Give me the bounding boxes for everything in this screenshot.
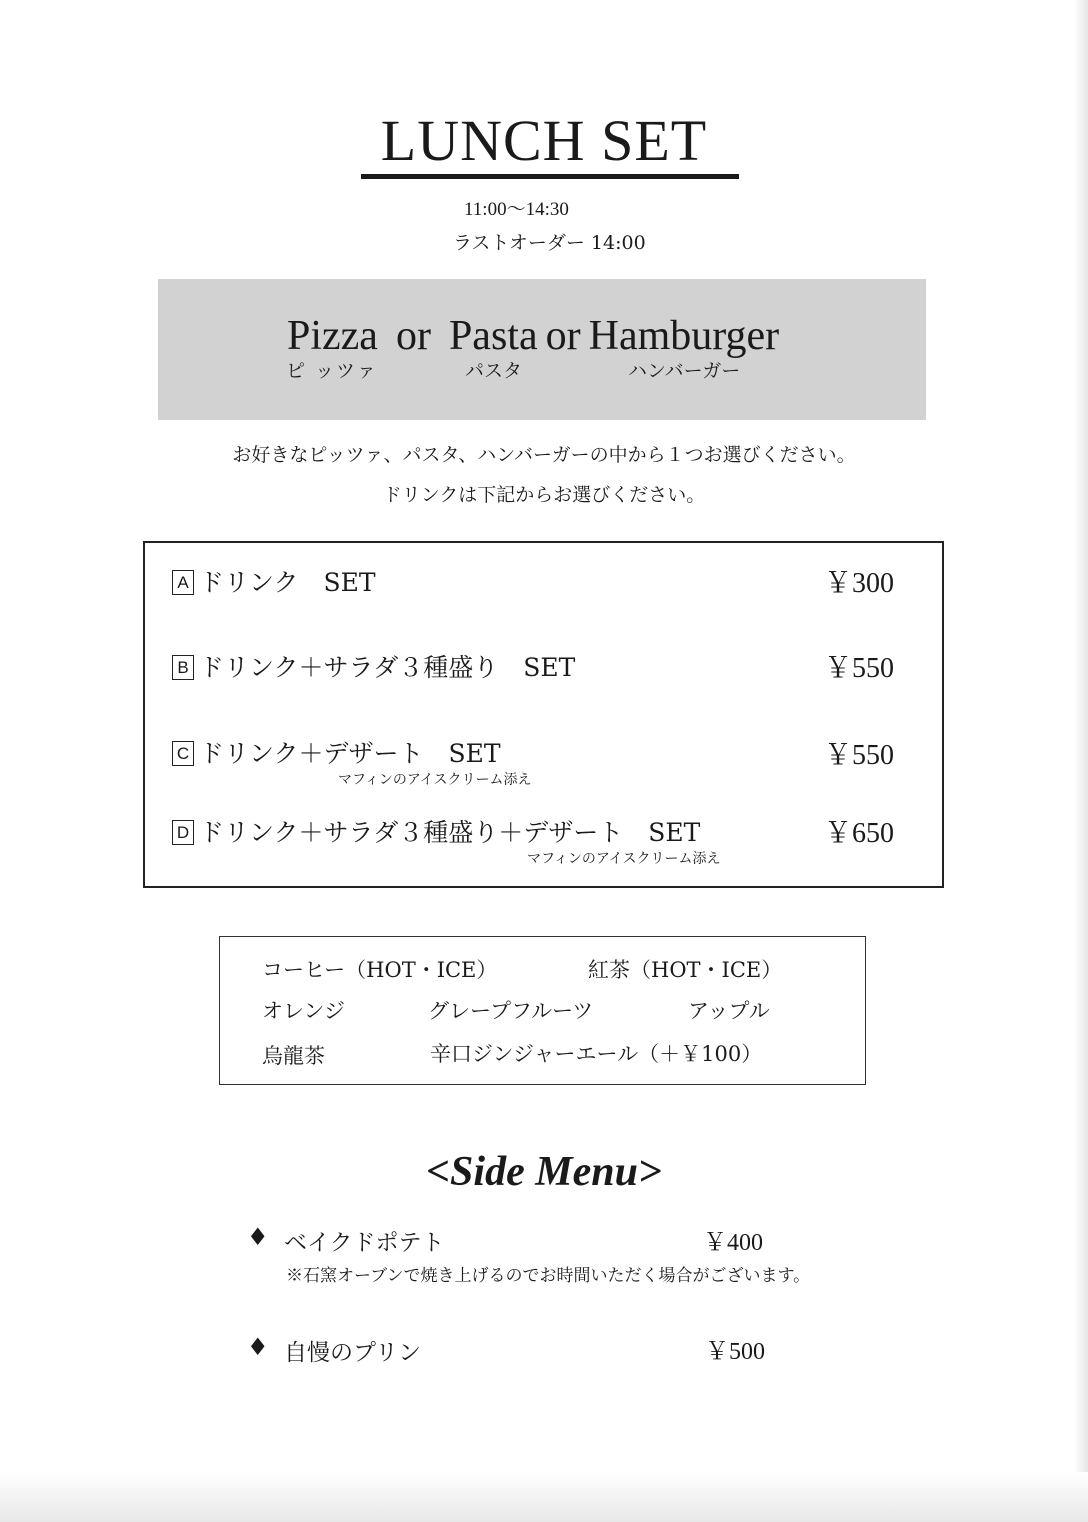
page-bottom-shadow (0, 1472, 1088, 1522)
set-letter-badge: C (172, 741, 194, 766)
choice-instructions: お好きなピッツァ、パスタ、ハンバーガーの中から１つお選びください。 (232, 444, 856, 466)
drink-coffee: コーヒー（HOT・ICE） (262, 958, 498, 982)
set-letter-badge: B (172, 655, 194, 680)
set-note: マフィンのアイスクリーム添え (527, 851, 721, 867)
set-name: ドリンク SET (199, 568, 376, 597)
pizza-label: Pizza (287, 313, 378, 359)
set-name: ドリンク＋デザート SET (199, 739, 501, 768)
last-order-time: ラストオーダー 14:00 (453, 232, 646, 254)
side-menu-title: <Side Menu> (426, 1149, 662, 1195)
set-note: マフィンのアイスクリーム添え (338, 772, 532, 788)
set-name: ドリンク＋サラダ３種盛り＋デザート SET (199, 818, 701, 847)
set-price: ￥550 (824, 740, 895, 771)
set-option-c (172, 734, 501, 770)
page-edge-shadow (1074, 0, 1088, 1522)
side-item-name: 自慢のプリン (284, 1340, 422, 1366)
pizza-kana: ピ ッツァ (286, 360, 378, 382)
set-price: ￥550 (824, 653, 895, 684)
side-item-name: ベイクドポテト (284, 1230, 445, 1256)
diamond-bullet-icon: ♦ (247, 1223, 269, 1251)
title-underline (361, 174, 739, 179)
drink-grapefruit: グレープフルーツ (428, 999, 594, 1023)
set-price: ￥300 (824, 568, 895, 599)
side-item-price: ￥400 (703, 1230, 763, 1256)
side-item-price: ￥500 (705, 1339, 765, 1365)
page-title: LUNCH SET (380, 108, 708, 173)
pasta-label: Pasta (448, 313, 538, 359)
drink-oolong: 烏龍茶 (262, 1044, 325, 1068)
main-choice-heading (287, 311, 779, 361)
lunch-hours: 11:00〜14:30 (464, 199, 569, 220)
drink-instructions: ドリンクは下記からお選びください。 (382, 484, 706, 506)
side-item-note: ※石窯オーブンで焼き上げるのでお時間いただく場合がございます。 (286, 1266, 811, 1286)
drink-apple: アップル (688, 999, 770, 1023)
pasta-kana: パスタ (465, 360, 523, 382)
set-option-b (172, 648, 575, 684)
set-name: ドリンク＋サラダ３種盛り SET (199, 653, 576, 682)
drink-tea: 紅茶（HOT・ICE） (588, 958, 783, 982)
set-option-d (172, 813, 700, 849)
set-option-a (172, 563, 376, 599)
drink-orange: オレンジ (262, 999, 345, 1023)
hamburger-label: Hamburger (588, 313, 780, 359)
or-label: or (395, 313, 431, 359)
set-letter-badge: A (172, 570, 194, 595)
hamburger-kana: ハンバーガー (628, 360, 741, 382)
diamond-bullet-icon: ♦ (247, 1333, 269, 1361)
set-price: ￥650 (824, 818, 895, 849)
drink-ginger-ale: 辛口ジンジャーエール（＋￥100） (430, 1042, 763, 1066)
set-letter-badge: D (172, 820, 194, 845)
or-label: or (545, 313, 581, 359)
